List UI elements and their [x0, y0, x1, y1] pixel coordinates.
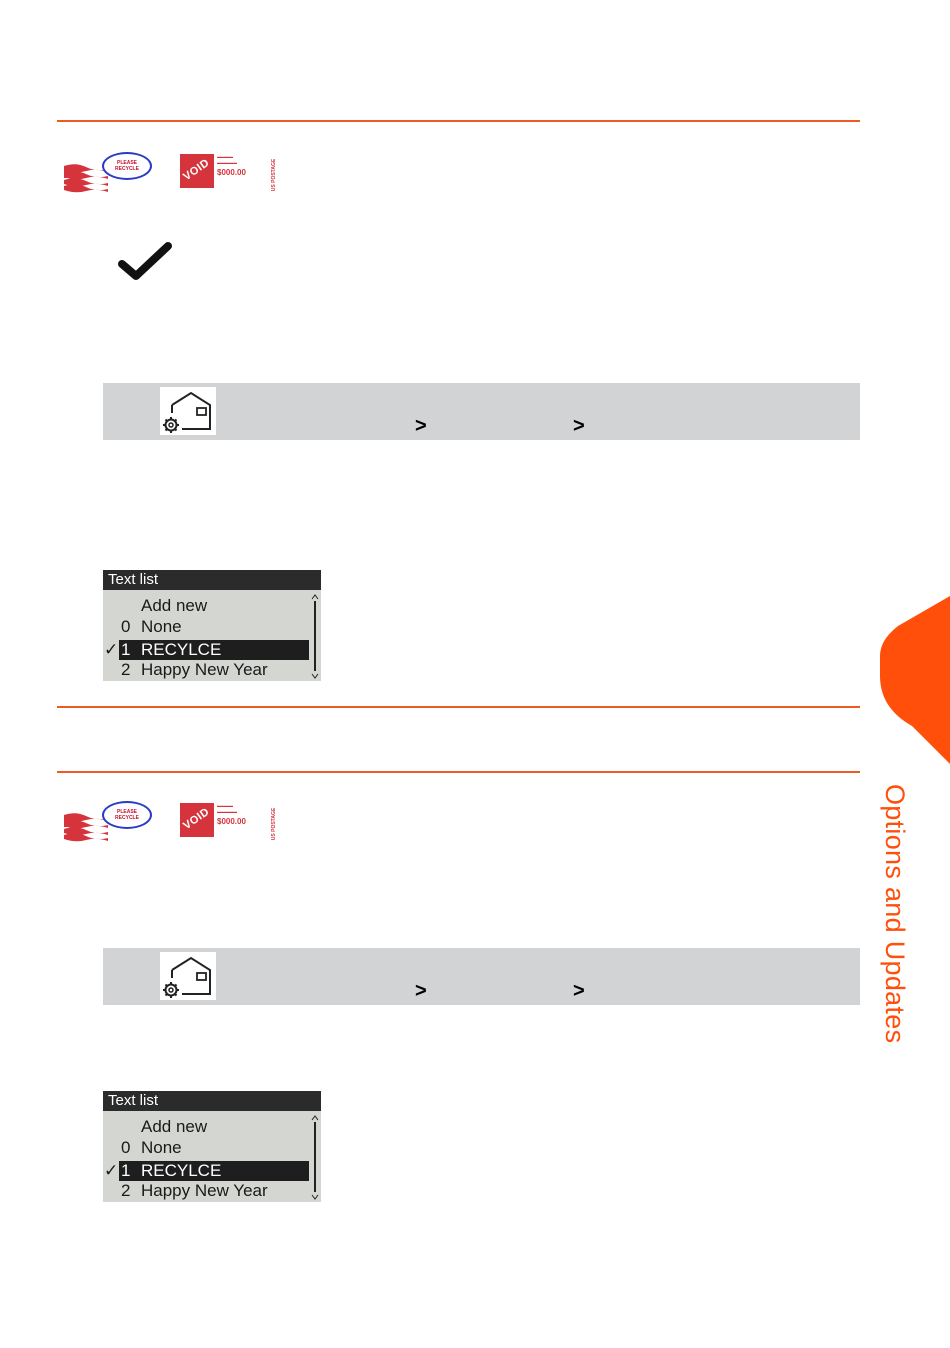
list-item[interactable]: 2 Happy New Year: [121, 1181, 268, 1200]
list-item-selected[interactable]: ✓ 1 RECYLCE: [103, 1161, 311, 1181]
path-separator: >: [573, 415, 585, 437]
postage-meter-mark: VOID ▬▬▬▬ ▬▬▬▬▬ $000.00 US POSTAGE: [181, 154, 278, 192]
chapter-tab-label: Options and Updates: [880, 784, 910, 1044]
path-separator: >: [415, 980, 427, 1002]
screen-title: Text list: [103, 1091, 321, 1111]
postage-meter-mark: VOID ▬▬▬▬ ▬▬▬▬▬ $000.00 US POSTAGE: [181, 803, 278, 841]
checkmark-icon: ✓: [104, 1161, 119, 1180]
settings-envelope-icon: [160, 387, 216, 435]
list-item[interactable]: 2 Happy New Year: [121, 660, 268, 679]
check-icon: [118, 240, 174, 284]
path-separator: >: [415, 415, 427, 437]
settings-envelope-icon: [160, 952, 216, 1000]
list-item[interactable]: 0 None: [121, 1138, 182, 1157]
text-list-screen: [103, 570, 321, 681]
list-item[interactable]: Add new: [141, 1117, 208, 1136]
path-separator: >: [573, 980, 585, 1002]
postage-imprint-sample: [62, 801, 277, 843]
chapter-tab[interactable]: [878, 596, 950, 764]
recycle-slogan: PLEASE RECYCLE: [102, 152, 152, 180]
list-item[interactable]: Add new: [141, 596, 208, 615]
screen-title: Text list: [103, 570, 321, 590]
scrollbar[interactable]: [311, 594, 319, 679]
section-divider: [57, 771, 860, 773]
section-divider: [57, 706, 860, 708]
scrollbar[interactable]: [311, 1115, 319, 1200]
menu-path-bar: [103, 948, 860, 1005]
list-item-selected[interactable]: ✓ 1 RECYLCE: [103, 640, 311, 660]
list-item[interactable]: 0 None: [121, 617, 182, 636]
postage-imprint-sample: [62, 152, 277, 194]
recycle-slogan: PLEASE RECYCLE: [102, 801, 152, 829]
checkmark-icon: ✓: [104, 640, 119, 659]
text-list-screen: [103, 1091, 321, 1202]
menu-path-bar: [103, 383, 860, 440]
section-divider: [57, 120, 860, 122]
